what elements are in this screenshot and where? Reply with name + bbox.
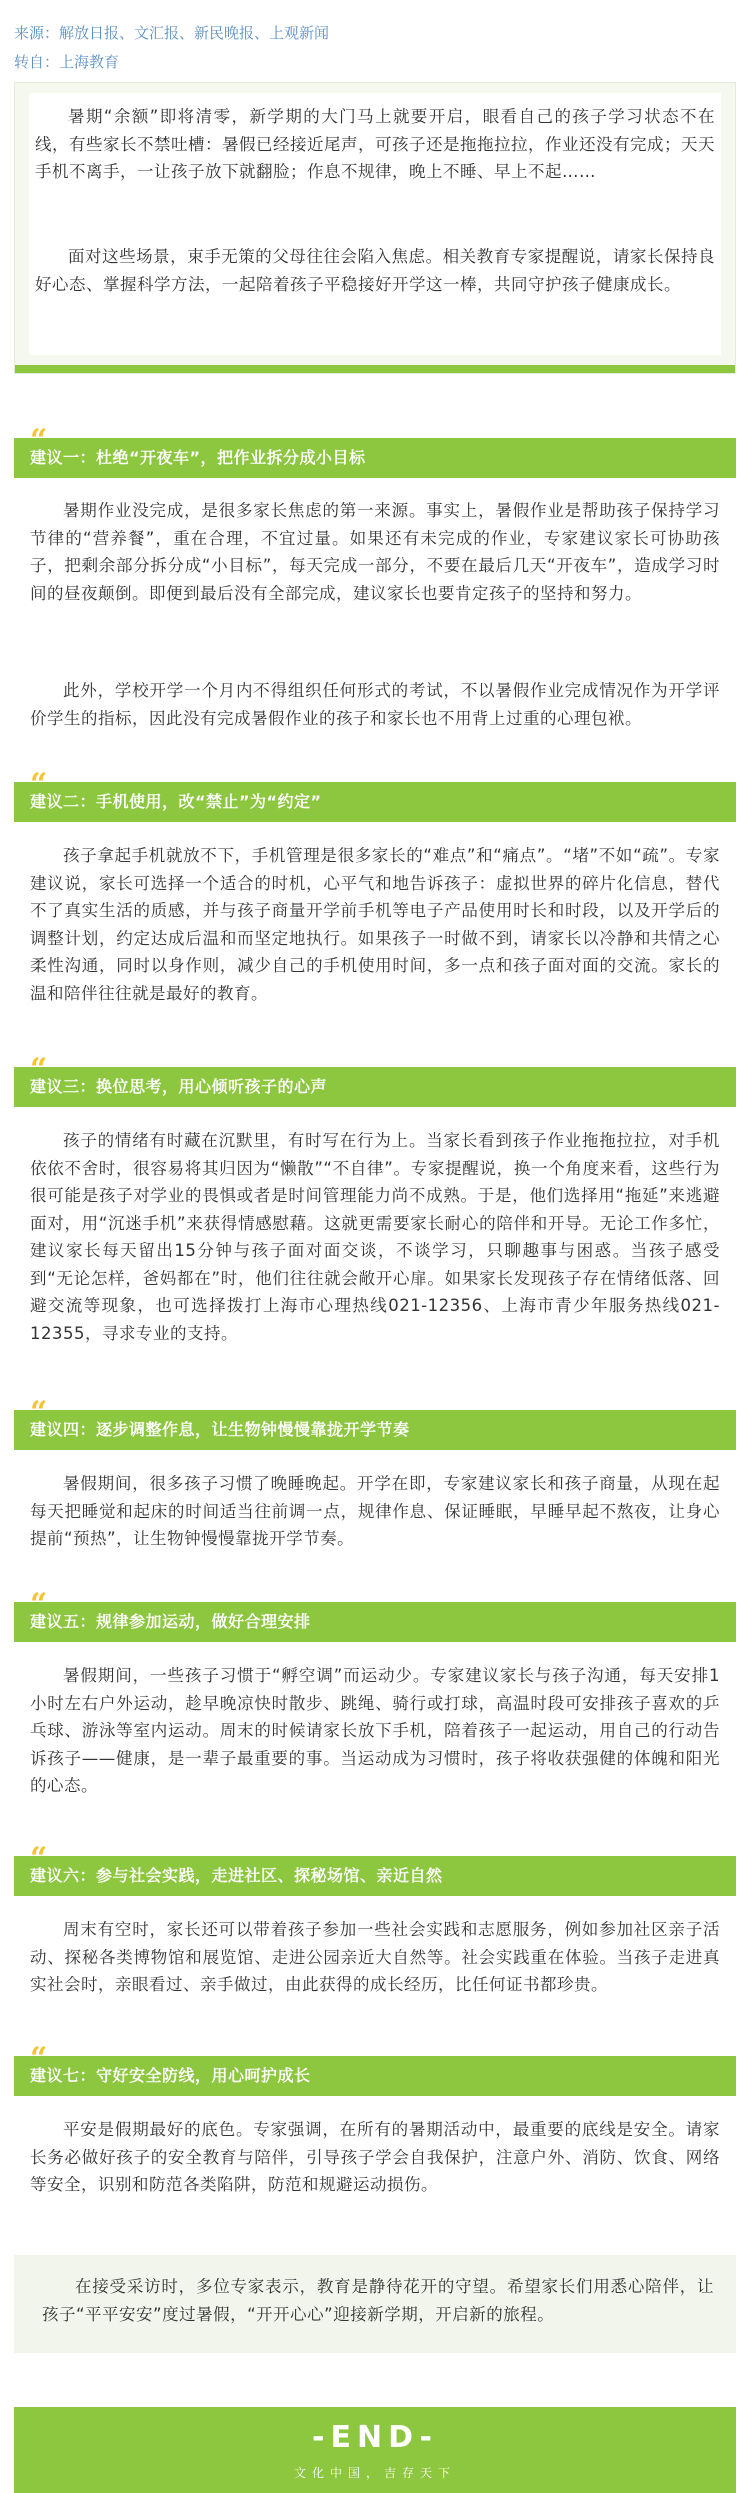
source-line: 来源：解放日报、文汇报、新民晚报、上观新闻 bbox=[14, 24, 330, 42]
section-heading-text: 建议一：杜绝“开夜车”，把作业拆分成小目标 bbox=[30, 448, 366, 467]
section-heading-1 bbox=[14, 423, 736, 478]
end-banner bbox=[14, 2407, 736, 2493]
quote-mark-icon: “ bbox=[30, 2041, 48, 2076]
section-heading-text: 建议二：手机使用，改“禁止”为“约定” bbox=[30, 792, 322, 811]
quote-mark-icon: “ bbox=[30, 1587, 48, 1622]
section-6-paragraph-1: 周末有空时，家长还可以带着孩子参加一些社会实践和志愿服务，例如参加社区亲子活动、探秘各类博物馆和展览馆、走进公园亲近大自然等。社会实践重在体验。当孩子走进真实社会时，亲眼看过、亲手做过，由此获得的成长经历，比任何证书都珍贵。 bbox=[30, 1920, 720, 1994]
quote-mark-icon: “ bbox=[30, 1052, 48, 1087]
repost-source-line: 转自：上海教育 bbox=[14, 53, 120, 71]
section-heading-text: 建议四：逐步调整作息，让生物钟慢慢靠拢开学节奏 bbox=[30, 1420, 410, 1439]
quote-mark-icon: “ bbox=[30, 767, 48, 802]
intro-box bbox=[14, 82, 736, 374]
section-1-paragraph-1: 暑期作业没完成，是很多家长焦虑的第一来源。事实上，暑假作业是帮助孩子保持学习节律的“营养餐”，重在合理，不宜过量。如果还有未完成的作业，专家建议家长可协助孩子，把剩余部分拆分成“小目标”，每天完成一部分，不要在最后几天“开夜车”，造成学习时间的昼夜颠倒。即便到最后没有全部完成，建议家长也要肯定孩子的坚持和努力。 bbox=[30, 501, 720, 603]
section-7-paragraph-1: 平安是假期最好的底色。专家强调，在所有的暑期活动中，最重要的底线是安全。请家长务必做好孩子的安全教育与陪伴，引导孩子学会自我保护，注意户外、消防、饮食、网络等安全，识别和防范各类陷阱，防范和规避运动损伤。 bbox=[30, 2120, 720, 2194]
end-text: -END- bbox=[312, 2420, 438, 2455]
section-4-paragraph-1: 暑假期间，很多孩子习惯了晚睡晚起。开学在即，专家建议家长和孩子商量，从现在起每天把睡觉和起床的时间适当往前调一点，规律作息、保证睡眠，早睡早起不熬夜，让身心提前“预热”，让生物钟慢慢靠拢开学节奏。 bbox=[30, 1474, 720, 1548]
section-heading-6 bbox=[14, 1841, 736, 1896]
section-3-paragraph-1: 孩子的情绪有时藏在沉默里，有时写在行为上。当家长看到孩子作业拖拖拉拉，对手机依依不舍时，很容易将其归因为“懒散”“不自律”。专家提醒说，换一个角度来看，这些行为很可能是孩子对学业的畏惧或者是时间管理能力尚不成熟。于是，他们选择用“拖延”来逃避面对，用“沉迷手机”来获得情感慰藉。这就更需要家长耐心的陪伴和开导。无论工作多忙，建议家长每天留出15分钟与孩子面对面交谈，不谈学习，只聊趣事与困惑。当孩子感受到“无论怎样，爸妈都在”时，他们往往就会敞开心扉。如果家长发现孩子存在情绪低落、回避交流等现象，也可选择拨打上海市心理热线021-12356、上海市青少年服务热线021-12355，寻求专业的支持。 bbox=[30, 1131, 720, 1343]
section-heading-3 bbox=[14, 1052, 736, 1107]
intro-paragraph-1: 暑期“余额”即将清零，新学期的大门马上就要开启，眼看自己的孩子学习状态不在线，有些家长不禁吐槽：暑假已经接近尾声，可孩子还是拖拖拉拉，作业还没有完成；天天手机不离手，一让孩子放下就翻脸；作息不规律，晚上不睡、早上不起…… bbox=[35, 107, 715, 181]
section-heading-text: 建议七：守好安全防线，用心呵护成长 bbox=[30, 2066, 311, 2085]
section-heading-text: 建议三：换位思考，用心倾听孩子的心声 bbox=[30, 1077, 328, 1096]
closing-paragraph: 在接受采访时，多位专家表示，教育是静待花开的守望。希望家长们用悉心陪伴，让孩子“平平安安”度过暑假，“开开心心”迎接新学期，开启新的旅程。 bbox=[42, 2277, 714, 2324]
footer-slogan: 文化中国，吉存天下 bbox=[293, 2466, 456, 2480]
section-heading-text: 建议六：参与社会实践，走进社区、探秘场馆、亲近自然 bbox=[30, 1866, 443, 1885]
section-heading-4 bbox=[14, 1395, 736, 1450]
quote-mark-icon: “ bbox=[30, 423, 48, 458]
quote-mark-icon: “ bbox=[30, 1841, 48, 1876]
section-2-paragraph-1: 孩子拿起手机就放不下，手机管理是很多家长的“难点”和“痛点”。“堵”不如“疏”。专家建议说，家长可选择一个适合的时机，心平气和地告诉孩子：虚拟世界的碎片化信息，替代不了真实生活的质感，并与孩子商量开学前手机等电子产品使用时长和时段，以及开学后的调整计划，约定达成后温和而坚定地执行。如果孩子一时做不到，请家长以冷静和共情之心柔性沟通，同时以身作则，减少自己的手机使用时间，多一点和孩子面对面的交流。家长的温和陪伴往往就是最好的教育。 bbox=[30, 846, 720, 1003]
intro-paragraph-2: 面对这些场景，束手无策的父母往往会陷入焦虑。相关教育专家提醒说，请家长保持良好心态、掌握科学方法，一起陪着孩子平稳接好开学这一棒，共同守护孩子健康成长。 bbox=[35, 247, 715, 294]
section-heading-5 bbox=[14, 1587, 736, 1642]
section-5-paragraph-1: 暑假期间，一些孩子习惯于“孵空调”而运动少。专家建议家长与孩子沟通，每天安排1小时左右户外运动，趁早晚凉快时散步、跳绳、骑行或打球，高温时段可安排孩子喜欢的乒乓球、游泳等室内运动。周末的时候请家长放下手机，陪着孩子一起运动，用自己的行动告诉孩子——健康，是一辈子最重要的事。当运动成为习惯时，孩子将收获强健的体魄和阳光的心态。 bbox=[30, 1666, 720, 1795]
intro-bottom-bar bbox=[15, 365, 735, 373]
closing-box bbox=[14, 2255, 736, 2353]
section-1-paragraph-2: 此外，学校开学一个月内不得组织任何形式的考试，不以暑假作业完成情况作为开学评价学生的指标，因此没有完成暑假作业的孩子和家长也不用背上过重的心理包袱。 bbox=[30, 681, 720, 728]
quote-mark-icon: “ bbox=[30, 1395, 48, 1430]
section-heading-2 bbox=[14, 767, 736, 822]
section-heading-text: 建议五：规律参加运动，做好合理安排 bbox=[30, 1612, 311, 1631]
section-heading-7 bbox=[14, 2041, 736, 2096]
